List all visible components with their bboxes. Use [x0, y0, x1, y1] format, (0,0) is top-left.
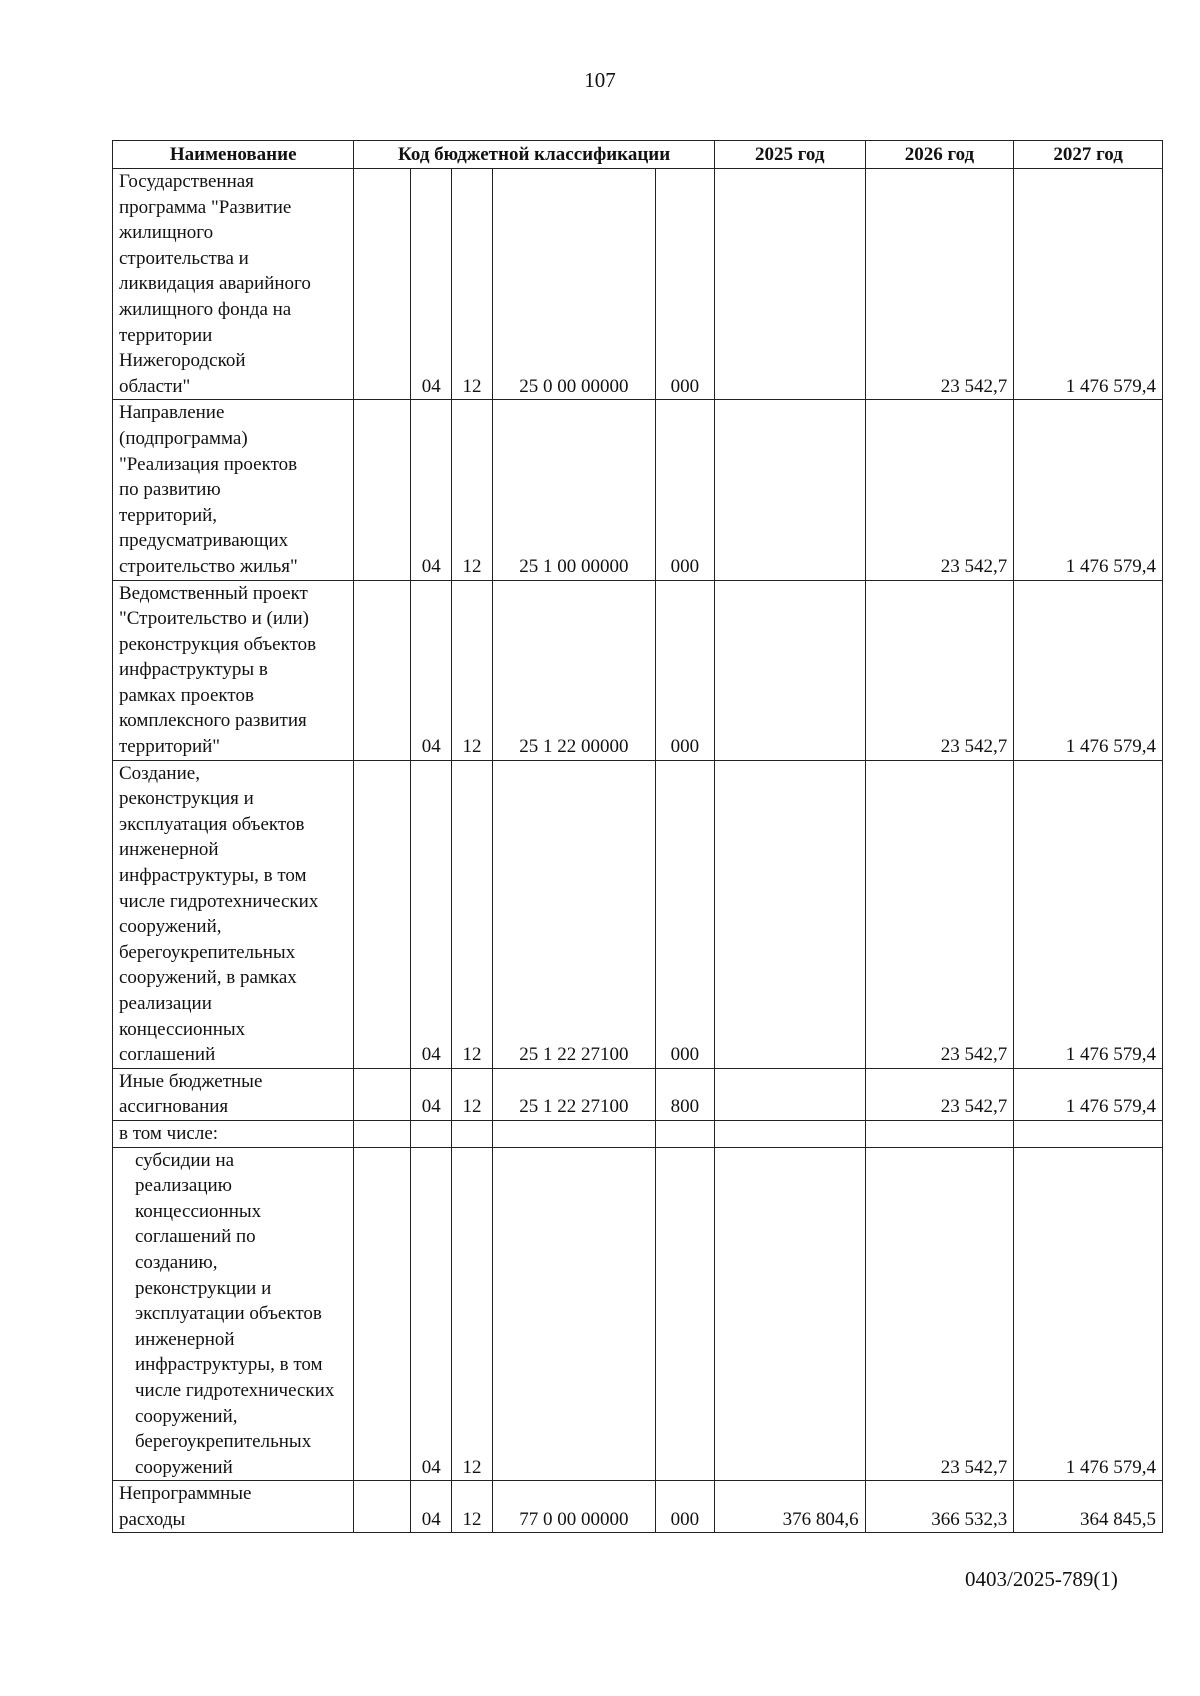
- row-name-line: берегоукрепительных: [135, 1431, 312, 1453]
- row-name-line: территорий,: [119, 504, 218, 526]
- row-name-line: по развитию: [119, 479, 221, 501]
- row-name-line: расходы: [119, 1508, 186, 1530]
- code-cell-expense-type: 800: [655, 1068, 714, 1120]
- budget-table: [112, 140, 1163, 1533]
- code-cell-subsection: 12: [452, 1068, 493, 1120]
- row-name-line: области": [119, 375, 191, 397]
- row-name-line: субсидии на: [135, 1149, 235, 1171]
- code-cell-blank: [354, 169, 411, 400]
- row-name: [113, 1120, 354, 1147]
- row-name-line: инфраструктуры в: [119, 659, 268, 681]
- table-row: [113, 400, 1163, 580]
- amount-2025: [714, 760, 865, 1068]
- amount-2027: 1 476 579,4: [1014, 1147, 1163, 1481]
- table-row: [113, 169, 1163, 400]
- amount-2027: 1 476 579,4: [1014, 580, 1163, 760]
- row-name-line: Нижегородской: [119, 350, 246, 372]
- row-name-line: реализацию: [135, 1175, 232, 1197]
- code-cell-blank: [354, 400, 411, 580]
- header-2027: 2027 год: [1014, 141, 1163, 169]
- amount-2025: [714, 580, 865, 760]
- row-name-line: рамках проектов: [119, 684, 254, 706]
- row-name-line: Иные бюджетные: [119, 1070, 263, 1092]
- code-cell-section: 04: [411, 169, 452, 400]
- header-name: Наименование: [113, 141, 354, 169]
- row-name: [113, 760, 354, 1068]
- code-cell-blank: [354, 1120, 411, 1147]
- row-name-line: территорий": [119, 736, 221, 758]
- code-cell-target: 77 0 00 00000: [492, 1481, 655, 1533]
- row-name-line: числе гидротехнических: [119, 890, 319, 912]
- code-cell-expense-type: [655, 1120, 714, 1147]
- code-cell-subsection: 12: [452, 169, 493, 400]
- amount-2027: 1 476 579,4: [1014, 169, 1163, 400]
- row-name-line: инженерной: [119, 839, 219, 861]
- code-cell-subsection: 12: [452, 400, 493, 580]
- row-name-line: концессионных: [135, 1200, 262, 1222]
- row-name-line: Направление: [119, 402, 225, 424]
- code-cell-blank: [354, 1147, 411, 1481]
- code-cell-expense-type: 000: [655, 580, 714, 760]
- amount-2025: [714, 1120, 865, 1147]
- code-cell-expense-type: 000: [655, 169, 714, 400]
- table-row: [113, 760, 1163, 1068]
- row-name-line: программа "Развитие: [119, 196, 292, 218]
- document-code: 0403/2025-789(1): [965, 1567, 1118, 1591]
- amount-2026: 366 532,3: [865, 1481, 1014, 1533]
- table-row: [113, 1068, 1163, 1120]
- row-name-line: сооружений, в рамках: [119, 967, 297, 989]
- amount-2027: 1 476 579,4: [1014, 760, 1163, 1068]
- page-number: 107: [584, 68, 616, 92]
- row-name-line: берегоукрепительных: [119, 941, 296, 963]
- row-name-line: эксплуатация объектов: [119, 813, 305, 835]
- header-code: Код бюджетной классификации: [354, 141, 715, 169]
- row-name-line: сооружений,: [135, 1405, 238, 1427]
- code-cell-blank: [354, 580, 411, 760]
- code-cell-target: 25 1 00 00000: [492, 400, 655, 580]
- row-name-line: строительство жилья": [119, 555, 298, 577]
- header-2026: 2026 год: [865, 141, 1014, 169]
- amount-2025: [714, 400, 865, 580]
- row-name-line: соглашений: [119, 1044, 216, 1066]
- code-cell-section: 04: [411, 580, 452, 760]
- row-name: [113, 169, 354, 400]
- row-name-line: числе гидротехнических: [135, 1379, 335, 1401]
- row-name-line: реализации: [119, 993, 212, 1014]
- row-name: [113, 400, 354, 580]
- row-name-line: Государственная: [119, 171, 254, 192]
- code-cell-expense-type: 000: [655, 1481, 714, 1533]
- code-cell-target: 25 1 22 00000: [492, 580, 655, 760]
- row-name-line: концессионных: [119, 1018, 246, 1040]
- row-name-line: Непрограммные: [119, 1483, 252, 1505]
- row-name: [113, 580, 354, 760]
- row-name-line: "Строительство и (или): [119, 608, 309, 630]
- amount-2026: [865, 1120, 1014, 1147]
- amount-2026: 23 542,7: [865, 580, 1014, 760]
- row-name-line: соглашений по: [135, 1226, 256, 1248]
- row-name-line: инфраструктуры, в том: [135, 1354, 323, 1376]
- row-name-line: реконструкция и: [119, 788, 254, 810]
- code-cell-section: 04: [411, 400, 452, 580]
- code-cell-section: 04: [411, 1147, 452, 1481]
- row-name-line: территории: [119, 324, 213, 346]
- amount-2025: 376 804,6: [714, 1481, 865, 1533]
- amount-2025: [714, 1147, 865, 1481]
- code-cell-expense-type: 000: [655, 400, 714, 580]
- row-name-line: строительства и: [119, 247, 249, 269]
- row-name-line: жилищного: [119, 222, 214, 244]
- row-name-line: сооружений: [135, 1456, 233, 1478]
- row-name-line: комплексного развития: [119, 710, 307, 732]
- code-cell-blank: [354, 1068, 411, 1120]
- row-name-line: в том числе:: [119, 1122, 219, 1144]
- row-name-line: ассигнования: [119, 1096, 229, 1118]
- header-2025: 2025 год: [714, 141, 865, 169]
- amount-2027: 1 476 579,4: [1014, 400, 1163, 580]
- code-cell-section: 04: [411, 1481, 452, 1533]
- amount-2026: 23 542,7: [865, 1147, 1014, 1481]
- row-name: [113, 1147, 354, 1481]
- row-name-line: эксплуатации объектов: [135, 1303, 322, 1325]
- row-name-line: инфраструктуры, в том: [119, 865, 307, 887]
- code-cell-target: 25 1 22 27100: [492, 760, 655, 1068]
- amount-2027: 364 845,5: [1014, 1481, 1163, 1533]
- code-cell-expense-type: 000: [655, 760, 714, 1068]
- code-cell-target: 25 0 00 00000: [492, 169, 655, 400]
- code-cell-expense-type: [655, 1147, 714, 1481]
- row-name-line: реконструкция объектов: [119, 633, 317, 655]
- amount-2026: 23 542,7: [865, 400, 1014, 580]
- row-name-line: Создание,: [119, 762, 200, 784]
- table-row: [113, 580, 1163, 760]
- row-name-line: жилищного фонда на: [119, 298, 292, 320]
- row-name-line: инженерной: [135, 1328, 235, 1350]
- code-cell-blank: [354, 760, 411, 1068]
- amount-2025: [714, 1068, 865, 1120]
- row-name: [113, 1068, 354, 1120]
- row-name-line: ликвидация аварийного: [119, 273, 311, 295]
- amount-2027: [1014, 1120, 1163, 1147]
- amount-2027: 1 476 579,4: [1014, 1068, 1163, 1120]
- table-row: [113, 1147, 1163, 1481]
- row-name-line: сооружений,: [119, 916, 222, 938]
- row-name: [113, 1481, 354, 1533]
- code-cell-target: [492, 1120, 655, 1147]
- row-name-line: созданию,: [135, 1251, 218, 1273]
- amount-2026: 23 542,7: [865, 169, 1014, 400]
- amount-2026: 23 542,7: [865, 1068, 1014, 1120]
- code-cell-section: 04: [411, 1068, 452, 1120]
- table-header-row: [113, 141, 1163, 169]
- table-row: [113, 1481, 1163, 1533]
- code-cell-target: [492, 1147, 655, 1481]
- code-cell-subsection: 12: [452, 1481, 493, 1533]
- code-cell-section: 04: [411, 760, 452, 1068]
- code-cell-section: [411, 1120, 452, 1147]
- code-cell-subsection: 12: [452, 580, 493, 760]
- amount-2026: 23 542,7: [865, 760, 1014, 1068]
- table-body: [113, 169, 1163, 1533]
- row-name-line: Ведомственный проект: [119, 582, 308, 604]
- row-name-line: реконструкции и: [135, 1277, 272, 1299]
- row-name-line: предусматривающих: [119, 530, 289, 552]
- table-row: [113, 1120, 1163, 1147]
- amount-2025: [714, 169, 865, 400]
- row-name-line: "Реализация проектов: [119, 453, 298, 475]
- row-name-line: (подпрограмма): [119, 427, 248, 449]
- code-cell-blank: [354, 1481, 411, 1533]
- code-cell-target: 25 1 22 27100: [492, 1068, 655, 1120]
- code-cell-subsection: 12: [452, 1147, 493, 1481]
- code-cell-subsection: 12: [452, 760, 493, 1068]
- code-cell-subsection: [452, 1120, 493, 1147]
